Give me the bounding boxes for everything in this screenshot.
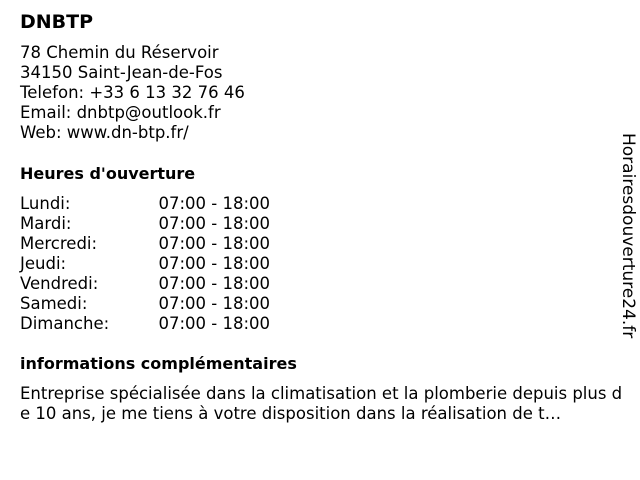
website-url: Web: www.dn-btp.fr/ [20,123,189,142]
phone-number: Telefon: +33 6 13 32 76 46 [20,83,245,102]
time-range: 07:00 - 18:00 [158,214,270,233]
day-label: Mercredi: [20,234,98,253]
hours-row-saturday [20,294,270,314]
hours-row-thursday [20,254,270,274]
additional-info-heading: informations complémentaires [20,354,297,373]
day-label: Samedi: [20,294,88,313]
day-label: Jeudi: [20,254,67,273]
time-range: 07:00 - 18:00 [158,274,270,293]
contact-block [20,43,245,143]
hours-row-monday [20,194,270,214]
hours-row-sunday [20,314,270,334]
opening-hours-heading: Heures d'ouverture [20,164,196,183]
time-range: 07:00 - 18:00 [158,314,270,333]
hours-row-wednesday [20,234,270,254]
business-description: Entreprise spécialisée dans la climatisation et la plomberie depuis plus de 10 ans, je me tiens à votre disposition dans la réalisation de t… [20,384,623,423]
day-label: Lundi: [20,194,71,213]
time-range: 07:00 - 18:00 [158,194,270,213]
day-label: Vendredi: [20,274,99,293]
opening-hours-table [20,194,270,334]
time-range: 07:00 - 18:00 [158,234,270,253]
day-label: Mardi: [20,214,72,233]
address-street: 78 Chemin du Réservoir [20,43,219,62]
email-address: Email: dnbtp@outlook.fr [20,103,221,122]
hours-row-tuesday [20,214,270,234]
time-range: 07:00 - 18:00 [158,254,270,273]
address-city: 34150 Saint-Jean-de-Fos [20,63,223,82]
site-watermark: Horairesdouverture24.fr [618,133,638,339]
day-label: Dimanche: [20,314,110,333]
hours-row-friday [20,274,270,294]
business-name: DNBTP [20,11,94,33]
time-range: 07:00 - 18:00 [158,294,270,313]
